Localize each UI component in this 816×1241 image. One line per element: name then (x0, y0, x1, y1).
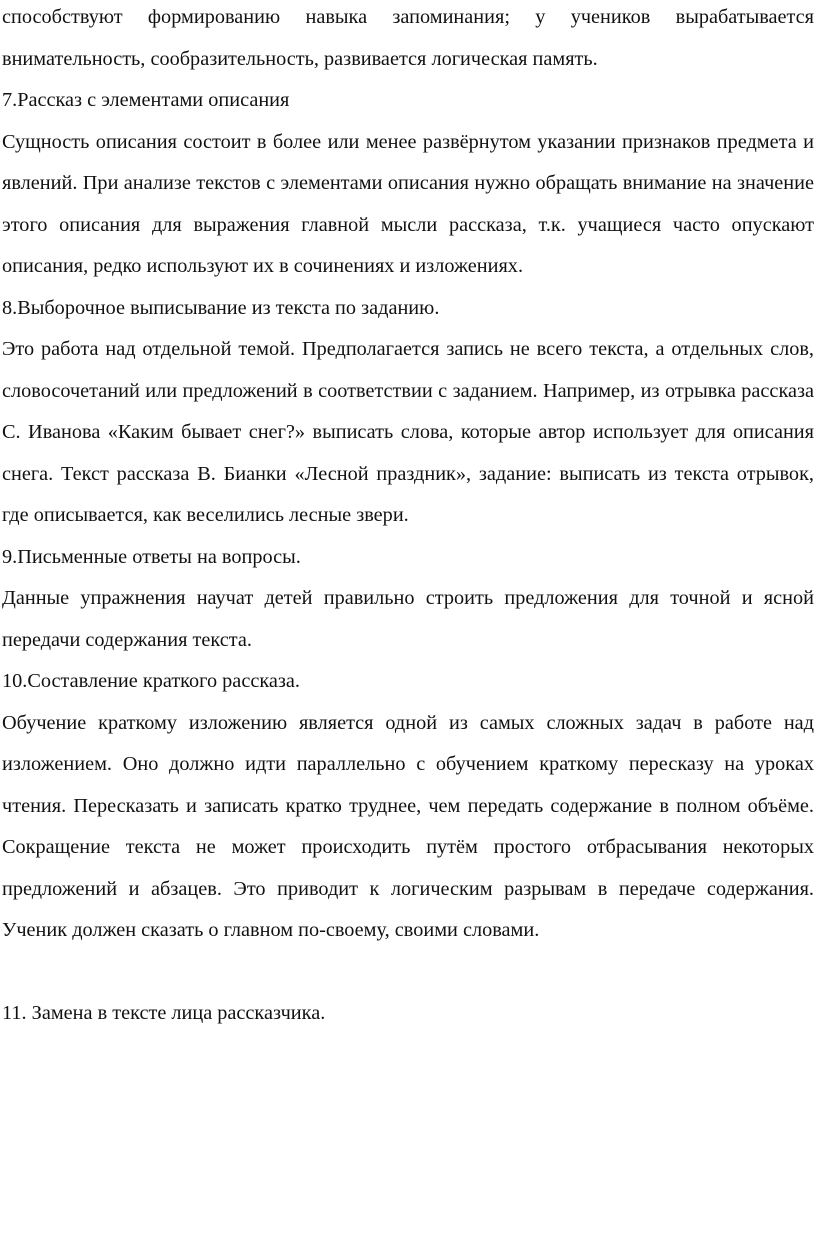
paragraph-written-answers: Данные упражнения научат детей правильно строить предложения для точной и ясной передачи содержания текста. (2, 587, 814, 651)
paragraph-memory-skills: способствуют формированию навыка запоминания; у учеников вырабатывается внимательность, сообразительность, развивается логическая память. (2, 6, 814, 70)
paragraph-description-essence: Сущность описания состоит в более или менее развёрнутом указании признаков предмета и явлений. При анализе текстов с элементами описания нужно обращать внимание на значение этого описания для выражения главной мысли рассказа, т.к. учащиеся часто опускают описания, редко используют их в сочинениях и изложениях. (2, 130, 814, 277)
paragraph-short-story: Обучение краткому изложению является одной из самых сложных задач в работе над изложением. Оно должно идти параллельно с обучением краткому пересказу на уроках чтения. Пересказать и записать кратко труднее, чем передать содержание в полном объёме. Сокращение текста не может происходить путём простого отбрасывания некоторых предложений и абзацев. Это приводит к логическим разрывам в передаче содержания. Ученик должен сказать о главном по-своему, своими словами. (2, 711, 814, 941)
heading-9-written-answers: 9.Письменные ответы на вопросы. (2, 545, 301, 568)
heading-8-selective-copying: 8.Выборочное выписывание из текста по заданию. (2, 296, 440, 319)
heading-7-story-with-description: 7.Рассказ с элементами описания (2, 89, 290, 111)
paragraph-selective-copying: Это работа над отдельной темой. Предполагается запись не всего текста, а отдельных слов, словосочетаний или предложений в соответствии с заданием. Например, из отрывка рассказа С. Иванова «Каким бывает снег?» выписать слова, которые автор использует для описания снега. Текст рассказа В. Бианки «Лесной праздник», задание: выписать из текста отрывок, где описывается, как веселились лесные звери. (2, 338, 814, 526)
heading-11-narrator-change: 11. Замена в тексте лица рассказчика. (2, 1002, 326, 1024)
blank-line (2, 952, 814, 994)
heading-10-short-story: 10.Составление краткого рассказа. (2, 670, 300, 692)
